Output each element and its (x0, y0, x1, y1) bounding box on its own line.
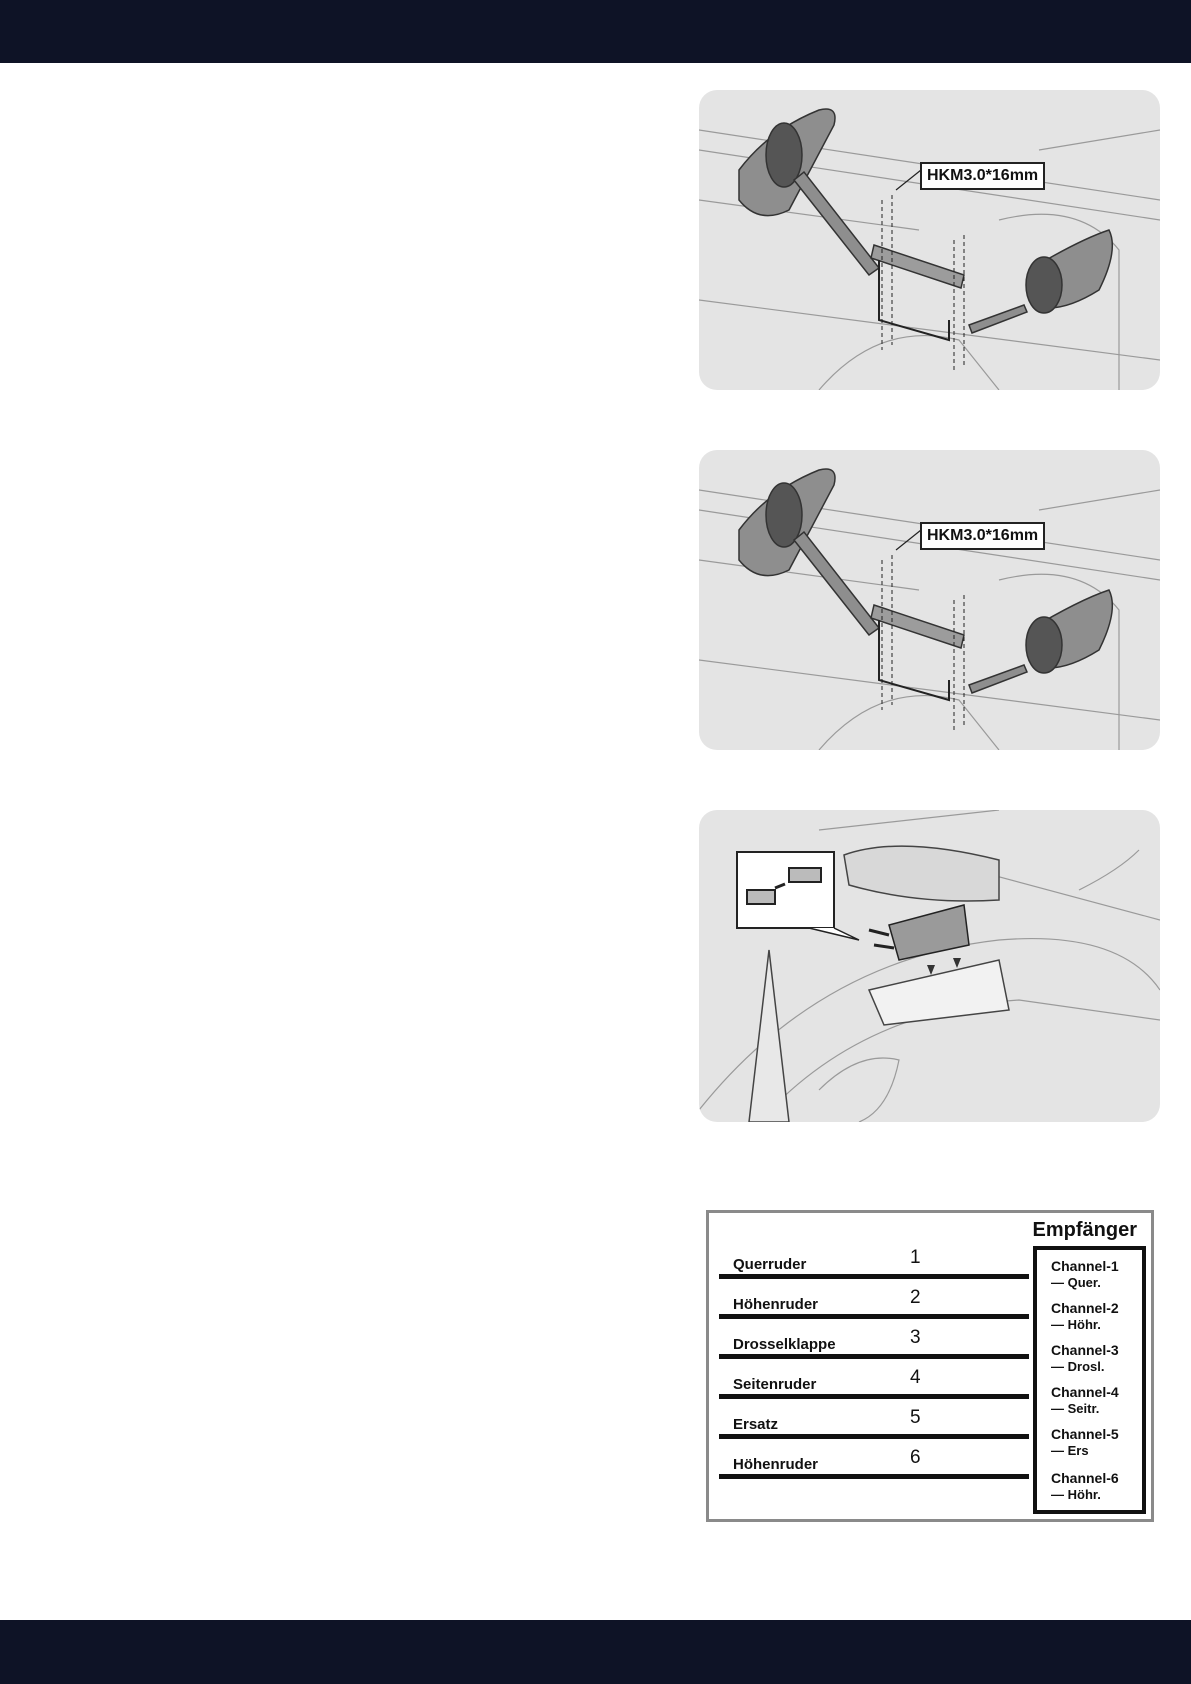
channel-short: — Drosl. (1051, 1359, 1146, 1375)
channel-number: 3 (910, 1327, 921, 1348)
landing-gear-drawing (699, 450, 1160, 750)
landing-gear-illustration-1 (699, 90, 1160, 390)
receiver-title: Empfänger (1032, 1219, 1137, 1241)
channel-name: Channel-4 (1051, 1384, 1119, 1400)
channel-number: 2 (910, 1287, 921, 1308)
wiring-row (719, 1399, 1029, 1439)
battery-installation-illustration (699, 810, 1160, 1122)
channel-number: 1 (910, 1247, 921, 1268)
channel-name: Channel-6 (1051, 1470, 1119, 1486)
battery-drawing (699, 810, 1160, 1122)
channel-short: — Höhr. (1051, 1317, 1146, 1333)
function-label: Höhenruder (733, 1296, 819, 1313)
function-label: Drosselklappe (733, 1336, 836, 1353)
channel-number: 5 (910, 1407, 921, 1428)
channel-name: Channel-5 (1051, 1426, 1119, 1442)
footer-bar (0, 1620, 1191, 1684)
channel-number: 4 (910, 1367, 921, 1388)
receiver-box (1033, 1246, 1146, 1514)
receiver-wiring-diagram (706, 1210, 1154, 1522)
channel-name: Channel-3 (1051, 1342, 1119, 1358)
channel-entry (1051, 1470, 1146, 1503)
channel-entry (1051, 1300, 1146, 1333)
channel-short: — Seitr. (1051, 1401, 1146, 1417)
channel-number: 6 (910, 1447, 921, 1468)
function-label: Höhenruder (733, 1456, 819, 1473)
function-label: Seitenruder (733, 1376, 817, 1393)
wiring-row (719, 1319, 1029, 1359)
wire-line (719, 1474, 1029, 1479)
channel-name: Channel-2 (1051, 1300, 1119, 1316)
function-label: Ersatz (733, 1416, 779, 1433)
channel-entry (1051, 1258, 1146, 1291)
channel-entry (1051, 1426, 1146, 1459)
wiring-row (719, 1239, 1029, 1279)
function-label: Querruder (733, 1256, 807, 1273)
channel-entry (1051, 1342, 1146, 1375)
landing-gear-illustration-2 (699, 450, 1160, 750)
header-bar (0, 0, 1191, 63)
channel-name: Channel-1 (1051, 1258, 1119, 1274)
wiring-row (719, 1439, 1029, 1479)
channel-short: — Quer. (1051, 1275, 1146, 1291)
screw-size-label: HKM3.0*16mm (920, 522, 1045, 550)
channel-short: — Höhr. (1051, 1487, 1146, 1503)
wiring-row (719, 1279, 1029, 1319)
landing-gear-drawing (699, 90, 1160, 390)
screw-size-label: HKM3.0*16mm (920, 162, 1045, 190)
channel-entry (1051, 1384, 1146, 1417)
wiring-row (719, 1359, 1029, 1399)
channel-short: — Ers (1051, 1443, 1146, 1459)
